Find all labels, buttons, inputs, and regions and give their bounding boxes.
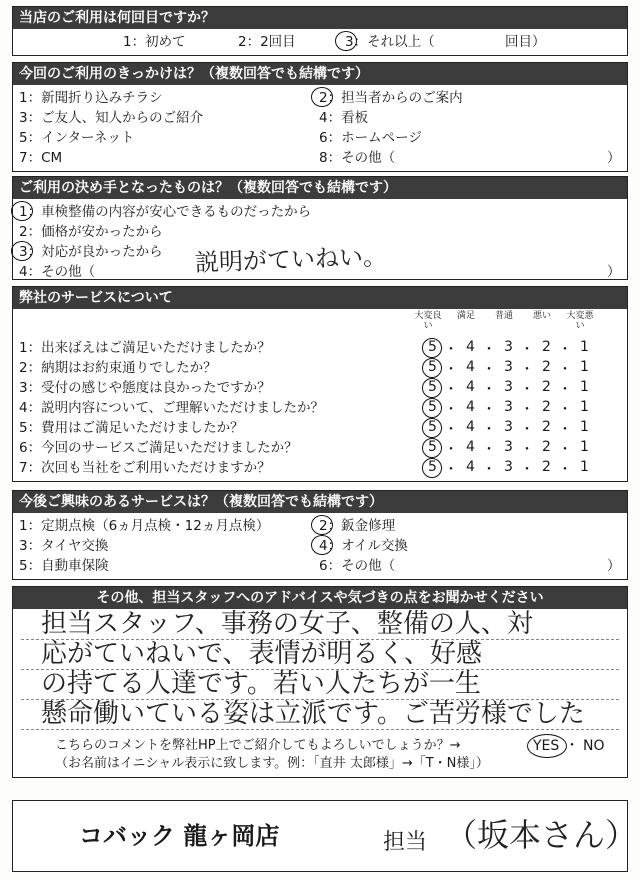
consent-selected-circle	[527, 734, 567, 758]
q4-item-rating-option-2[interactable]: 2	[542, 359, 551, 375]
q4-rating-separator: ・	[482, 342, 496, 358]
q3-title: ご利用の決め手となったものは？（複数回答でも結構です）	[13, 177, 627, 199]
q4-title: 弊社のサービスについて	[13, 287, 627, 309]
q4-item-rating-option-5[interactable]: 5	[428, 379, 437, 395]
q5-option-1[interactable]: 1：定期点検（6ヵ月点検・12ヵ月点検）	[19, 518, 270, 534]
q5-option-5[interactable]: 5：自動車保険	[19, 558, 109, 574]
q4-item-rating-option-4[interactable]: 4	[466, 379, 475, 395]
scale-label-2: 悪い	[532, 311, 551, 321]
q2-option-8[interactable]: 8：その他（	[319, 150, 396, 166]
q4-item-rating-option-5[interactable]: 5	[428, 359, 437, 375]
q3-other-handwritten: 説明がていねい。	[194, 242, 388, 277]
q2-option-2[interactable]: 2：担当者からのご案内	[319, 90, 463, 106]
q4-rating-separator: ・	[520, 402, 534, 418]
q4-rating-separator: ・	[482, 442, 496, 458]
q4-rating-separator: ・	[558, 362, 572, 378]
q3-selected-circle-1	[11, 201, 33, 221]
q4-item-rating-option-3[interactable]: 3	[504, 379, 513, 395]
q5-title: 今後ご興味のあるサービスは？（複数回答でも結構です）	[13, 491, 627, 513]
q2-option-8-close: ）	[607, 150, 621, 166]
q4-item-rating-option-4[interactable]: 4	[466, 439, 475, 455]
q1-section	[12, 6, 628, 56]
q2-option-1[interactable]: 1：新聞折り込みチラシ	[19, 90, 163, 106]
q4-item-label: 1：出来ばえはご満足いただけましたか？	[19, 340, 271, 356]
q4-rating-separator: ・	[482, 362, 496, 378]
q1-option-3-suffix: 回目）	[505, 34, 546, 50]
q5-option-6-close: ）	[607, 558, 621, 574]
q4-item-rating-option-4[interactable]: 4	[466, 359, 475, 375]
q4-rating-separator: ・	[520, 382, 534, 398]
q4-rating-separator: ・	[444, 382, 458, 398]
q1-option-3[interactable]: 3：それ以上（	[345, 34, 435, 50]
q4-item-rating-option-4[interactable]: 4	[466, 339, 475, 355]
q4-item-rating-option-2[interactable]: 2	[542, 459, 551, 475]
q3-option-4-close: ）	[607, 264, 621, 280]
q4-rating-separator: ・	[558, 462, 572, 478]
staff-name-handwritten: （坂本さん）	[445, 816, 638, 854]
q2-option-5[interactable]: 5：インターネット	[19, 130, 135, 146]
q5-section	[12, 490, 628, 580]
q3-option-1[interactable]: 1：車検整備の内容が安心できるものだったから	[19, 204, 312, 220]
q4-rating-separator: ・	[520, 342, 534, 358]
scale-label-5: 大変良い	[414, 311, 442, 331]
q4-rating-separator: ・	[520, 422, 534, 438]
consent-note: （お名前はイニシャル表示に致します。例：「直井 太郎様」→「T・N様」）	[55, 756, 489, 771]
q4-rating-separator: ・	[444, 342, 458, 358]
comments-section	[12, 586, 628, 778]
consent-no[interactable]: NO	[583, 738, 605, 754]
q4-selected-rating-circle	[422, 358, 442, 378]
q4-selected-rating-circle	[422, 378, 442, 398]
q4-rating-separator: ・	[558, 342, 572, 358]
q4-rating-separator: ・	[558, 442, 572, 458]
q4-rating-separator: ・	[482, 382, 496, 398]
q5-option-4[interactable]: 4：オイル交換	[319, 538, 408, 554]
q4-rating-separator: ・	[444, 462, 458, 478]
q4-selected-rating-circle	[422, 458, 442, 478]
q4-item-rating-option-3[interactable]: 3	[504, 339, 513, 355]
q1-option-2[interactable]: 2：2回目	[238, 34, 296, 50]
q2-option-4[interactable]: 4：看板	[319, 110, 369, 126]
q2-option-6[interactable]: 6：ホームページ	[319, 130, 422, 146]
q4-rating-separator: ・	[444, 362, 458, 378]
q5-selected-circle-4	[311, 535, 333, 555]
q4-item-rating-option-2[interactable]: 2	[542, 339, 551, 355]
q4-item-label: 2：納期はお約束通りでしたか？	[19, 360, 217, 376]
q1-selected-circle	[335, 31, 357, 51]
consent-question: こちらのコメントを弊社HP上でご紹介してもよろしいでしょうか？→	[55, 738, 461, 753]
q1-title: 当店のご利用は何回目ですか？	[13, 7, 627, 29]
q3-option-2[interactable]: 2：価格が安かったから	[19, 224, 163, 240]
q3-section	[12, 176, 628, 280]
q4-rating-separator: ・	[482, 462, 496, 478]
consent-dot: ・	[565, 738, 579, 754]
q4-rating-separator: ・	[520, 362, 534, 378]
scale-label-3: 普通	[494, 311, 513, 321]
scale-label-1: 大変悪い	[566, 311, 594, 331]
staff-label: 担当	[383, 830, 428, 855]
q4-selected-rating-circle	[422, 338, 442, 358]
q2-title: 今回のご利用のきっかけは？（複数回答でも結構です）	[13, 63, 627, 85]
q4-item-rating-option-5[interactable]: 5	[428, 459, 437, 475]
q4-item-rating-option-1[interactable]: 1	[580, 439, 589, 455]
q4-item-rating-option-1[interactable]: 1	[580, 339, 589, 355]
shop-name: コバック 龍ヶ岡店	[79, 822, 280, 850]
q4-item-rating-option-1[interactable]: 1	[580, 419, 589, 435]
q4-item-rating-option-1[interactable]: 1	[580, 359, 589, 375]
q3-option-4[interactable]: 4：その他（	[19, 264, 96, 280]
comment-line-1: 担当スタッフ、事務の女子、整備の人、対	[41, 609, 533, 639]
comments-title: その他、担当スタッフへのアドバイスや気づきの点をお聞かせください	[13, 587, 627, 609]
q4-item-label: 5：費用はご満足いただけましたか？	[19, 420, 244, 436]
q4-item-label: 6：今回のサービスご満足いただけましたか？	[19, 440, 298, 456]
q4-item-rating-option-5[interactable]: 5	[428, 419, 437, 435]
q3-selected-circle-3	[11, 241, 33, 261]
q5-option-2[interactable]: 2：鈑金修理	[319, 518, 396, 534]
comment-line-3: の持てる人達です。若い人たちが一生	[41, 669, 481, 699]
comment-line-2: 応がていねいで、表情が明るく、好感	[41, 639, 482, 669]
q4-item-rating-option-1[interactable]: 1	[580, 459, 589, 475]
q4-item-rating-option-1[interactable]: 1	[580, 379, 589, 395]
q5-option-6[interactable]: 6：その他（	[319, 558, 396, 574]
q4-selected-rating-circle	[422, 418, 442, 438]
q2-selected-circle-2	[311, 87, 333, 107]
q4-item-rating-option-2[interactable]: 2	[542, 379, 551, 395]
q5-option-3[interactable]: 3：タイヤ交換	[19, 538, 109, 554]
q4-item-rating-option-2[interactable]: 2	[542, 439, 551, 455]
footer-section	[12, 800, 638, 872]
q4-rating-separator: ・	[558, 382, 572, 398]
q4-rating-separator: ・	[444, 442, 458, 458]
q4-rating-separator: ・	[482, 402, 496, 418]
q4-item-rating-option-4[interactable]: 4	[466, 459, 475, 475]
q4-rating-separator: ・	[444, 402, 458, 418]
q4-section	[12, 286, 628, 482]
q4-item-rating-option-3[interactable]: 3	[504, 359, 513, 375]
q4-item-label: 4：説明内容について、ご理解いただけましたか？	[19, 400, 325, 416]
q2-section	[12, 62, 628, 172]
q4-item-rating-option-3[interactable]: 3	[504, 399, 513, 415]
q4-rating-separator: ・	[520, 462, 534, 478]
q4-rating-separator: ・	[558, 402, 572, 418]
scale-label-4: 満足	[456, 311, 475, 321]
q4-item-label: 7：次回も当社をご利用いただけますか？	[19, 460, 271, 476]
q4-item-label: 3：受付の感じや態度は良かったですか？	[19, 380, 271, 396]
q4-item-rating-option-4[interactable]: 4	[466, 399, 475, 415]
q4-item-rating-option-5[interactable]: 5	[428, 399, 437, 415]
q4-item-rating-option-2[interactable]: 2	[542, 399, 551, 415]
q4-rating-separator: ・	[520, 442, 534, 458]
q4-item-rating-option-1[interactable]: 1	[580, 399, 589, 415]
q4-item-rating-option-5[interactable]: 5	[428, 339, 437, 355]
q4-item-rating-option-5[interactable]: 5	[428, 439, 437, 455]
q4-rating-separator: ・	[558, 422, 572, 438]
q3-option-3[interactable]: 3：対応が良かったから	[19, 244, 163, 260]
q4-rating-separator: ・	[444, 422, 458, 438]
q2-option-7[interactable]: 7：CM	[19, 150, 63, 166]
q5-selected-circle-2	[311, 515, 333, 535]
q4-item-rating-option-3[interactable]: 3	[504, 419, 513, 435]
q4-selected-rating-circle	[422, 398, 442, 418]
q4-item-rating-option-4[interactable]: 4	[466, 419, 475, 435]
comment-line-4: 懸命働いている姿は立派です。ご苦労様でした	[41, 699, 585, 729]
q4-rating-separator: ・	[482, 422, 496, 438]
q1-option-1[interactable]: 1：初めて	[123, 34, 186, 50]
consent-yes[interactable]: YES	[533, 738, 560, 754]
q4-selected-rating-circle	[422, 438, 442, 458]
q4-item-rating-option-2[interactable]: 2	[542, 419, 551, 435]
q2-option-3[interactable]: 3：ご友人、知人からのご紹介	[19, 110, 204, 126]
q4-item-rating-option-3[interactable]: 3	[504, 459, 513, 475]
q4-item-rating-option-3[interactable]: 3	[504, 439, 513, 455]
